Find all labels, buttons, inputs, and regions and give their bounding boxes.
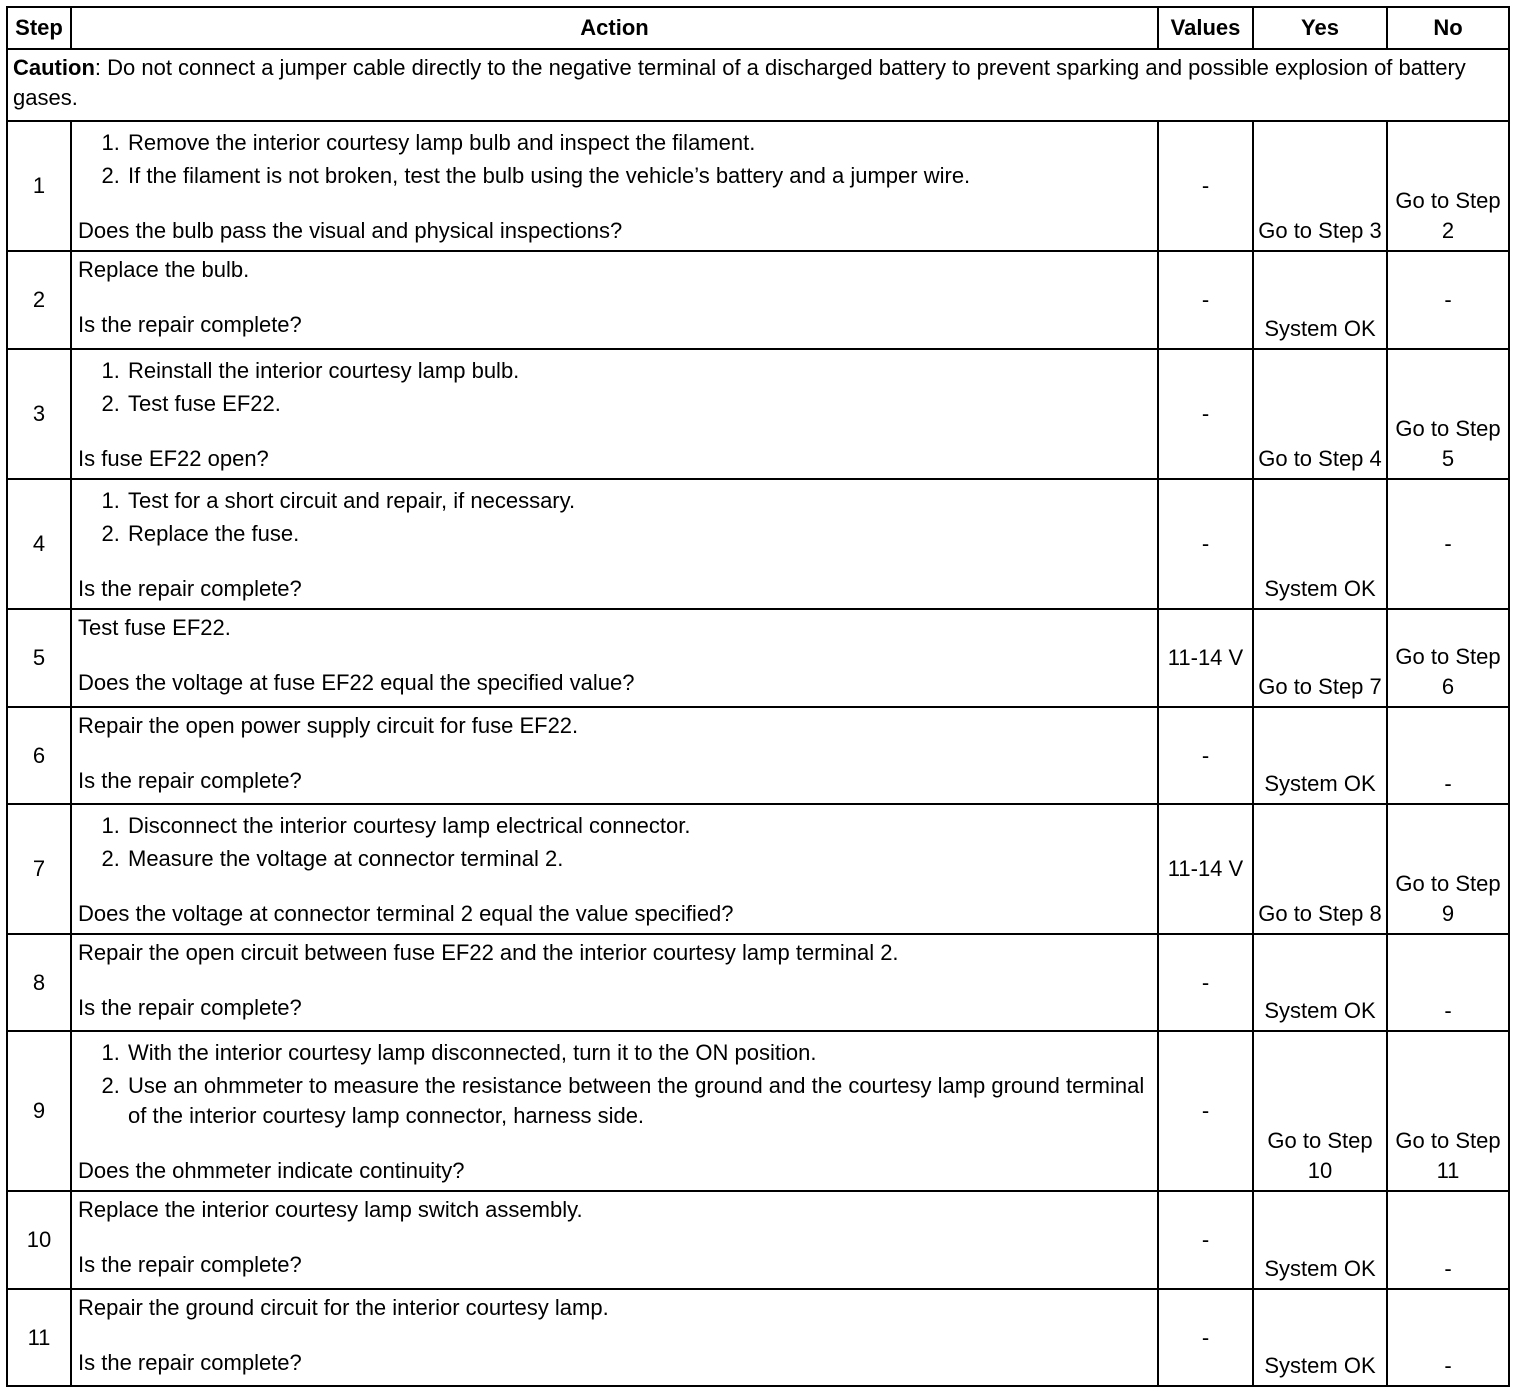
step-row [7,707,1509,804]
action-cell [71,479,1158,609]
action-question: Is fuse EF22 open? [78,446,269,471]
action-cell [71,1031,1158,1191]
action-cell [71,609,1158,707]
no-cell: Go to Step 2 [1387,121,1509,251]
step-number: 9 [7,1031,71,1191]
action-question: Does the bulb pass the visual and physical inspections? [78,218,623,243]
values-cell: 11-14 V [1158,804,1253,934]
values-cell: - [1158,1289,1253,1386]
yes-cell: System OK [1253,1191,1387,1289]
yes-cell: Go to Step 4 [1253,349,1387,479]
action-step-item: 2. Replace the fuse. [126,519,1151,549]
step-number: 11 [7,1289,71,1386]
step-row [7,479,1509,609]
header-no: No [1387,7,1509,49]
caution-row [7,49,1509,121]
yes-cell: System OK [1253,479,1387,609]
diagnostic-table [6,6,1510,1387]
action-cell [71,251,1158,349]
action-question: Is the repair complete? [78,995,302,1020]
step-row [7,1031,1509,1191]
values-cell: 11-14 V [1158,609,1253,707]
action-steps-list [78,811,1151,874]
action-question: Is the repair complete? [78,312,302,337]
action-question: Is the repair complete? [78,768,302,793]
action-step-item: 1. With the interior courtesy lamp disconnected, turn it to the ON position. [126,1038,1151,1068]
step-row [7,251,1509,349]
action-step-item: 2. If the filament is not broken, test the bulb using the vehicle’s battery and a jumper wire. [126,161,1151,191]
step-row [7,1191,1509,1289]
action-cell [71,121,1158,251]
values-cell: - [1158,479,1253,609]
header-yes: Yes [1253,7,1387,49]
action-step-item: 2. Use an ohmmeter to measure the resistance between the ground and the courtesy lamp ground terminal of the interior courtesy lamp connector, harness side. [126,1071,1151,1131]
no-cell: - [1387,934,1509,1031]
yes-cell: System OK [1253,1289,1387,1386]
action-question: Is the repair complete? [78,1350,302,1375]
step-row [7,349,1509,479]
values-cell: - [1158,1191,1253,1289]
yes-cell: Go to Step 3 [1253,121,1387,251]
step-number: 8 [7,934,71,1031]
no-cell: - [1387,1191,1509,1289]
yes-cell: Go to Step 7 [1253,609,1387,707]
no-cell: - [1387,1289,1509,1386]
action-cell [71,1289,1158,1386]
action-question: Is the repair complete? [78,576,302,601]
values-cell: - [1158,349,1253,479]
yes-cell: Go to Step 8 [1253,804,1387,934]
caution-label: Caution [13,55,95,80]
no-cell: Go to Step 5 [1387,349,1509,479]
action-question: Does the voltage at fuse EF22 equal the specified value? [78,670,635,695]
step-number: 10 [7,1191,71,1289]
header-row [7,7,1509,49]
action-text: Repair the ground circuit for the interior courtesy lamp. [78,1295,609,1320]
action-text: Replace the bulb. [78,257,250,282]
action-cell [71,804,1158,934]
no-cell: - [1387,479,1509,609]
action-cell [71,934,1158,1031]
action-step-item: 1. Remove the interior courtesy lamp bulb and inspect the filament. [126,128,1151,158]
action-step-item: 1. Test for a short circuit and repair, if necessary. [126,486,1151,516]
header-action: Action [71,7,1158,49]
step-number: 4 [7,479,71,609]
caution-note [7,49,1509,121]
step-number: 6 [7,707,71,804]
action-question: Is the repair complete? [78,1252,302,1277]
action-cell [71,349,1158,479]
step-number: 2 [7,251,71,349]
action-steps-list [78,486,1151,549]
step-number: 1 [7,121,71,251]
action-step-item: 1. Disconnect the interior courtesy lamp electrical connector. [126,811,1151,841]
action-steps-list [78,128,1151,191]
header-step: Step [7,7,71,49]
no-cell: Go to Step 9 [1387,804,1509,934]
step-row [7,1289,1509,1386]
action-steps-list [78,356,1151,419]
no-cell: - [1387,707,1509,804]
action-text: Replace the interior courtesy lamp switch assembly. [78,1197,583,1222]
action-question: Does the voltage at connector terminal 2 equal the value specified? [78,901,734,926]
yes-cell: Go to Step 10 [1253,1031,1387,1191]
step-row [7,609,1509,707]
values-cell: - [1158,934,1253,1031]
values-cell: - [1158,707,1253,804]
step-number: 5 [7,609,71,707]
action-cell [71,707,1158,804]
action-text: Repair the open circuit between fuse EF22 and the interior courtesy lamp terminal 2. [78,940,899,965]
step-number: 7 [7,804,71,934]
action-text: Test fuse EF22. [78,615,231,640]
step-row [7,934,1509,1031]
no-cell: Go to Step 11 [1387,1031,1509,1191]
values-cell: - [1158,251,1253,349]
action-text: Repair the open power supply circuit for fuse EF22. [78,713,579,738]
values-cell: - [1158,121,1253,251]
yes-cell: System OK [1253,251,1387,349]
no-cell: - [1387,251,1509,349]
yes-cell: System OK [1253,707,1387,804]
action-question: Does the ohmmeter indicate continuity? [78,1158,465,1183]
step-row [7,804,1509,934]
action-cell [71,1191,1158,1289]
values-cell: - [1158,1031,1253,1191]
header-values: Values [1158,7,1253,49]
action-step-item: 1. Reinstall the interior courtesy lamp bulb. [126,356,1151,386]
caution-text: : Do not connect a jumper cable directly to the negative terminal of a discharged battery to prevent sparking and possible explosion of battery gases. [13,55,1466,110]
yes-cell: System OK [1253,934,1387,1031]
no-cell: Go to Step 6 [1387,609,1509,707]
step-row [7,121,1509,251]
step-number: 3 [7,349,71,479]
action-step-item: 2. Test fuse EF22. [126,389,1151,419]
action-step-item: 2. Measure the voltage at connector terminal 2. [126,844,1151,874]
action-steps-list [78,1038,1151,1131]
